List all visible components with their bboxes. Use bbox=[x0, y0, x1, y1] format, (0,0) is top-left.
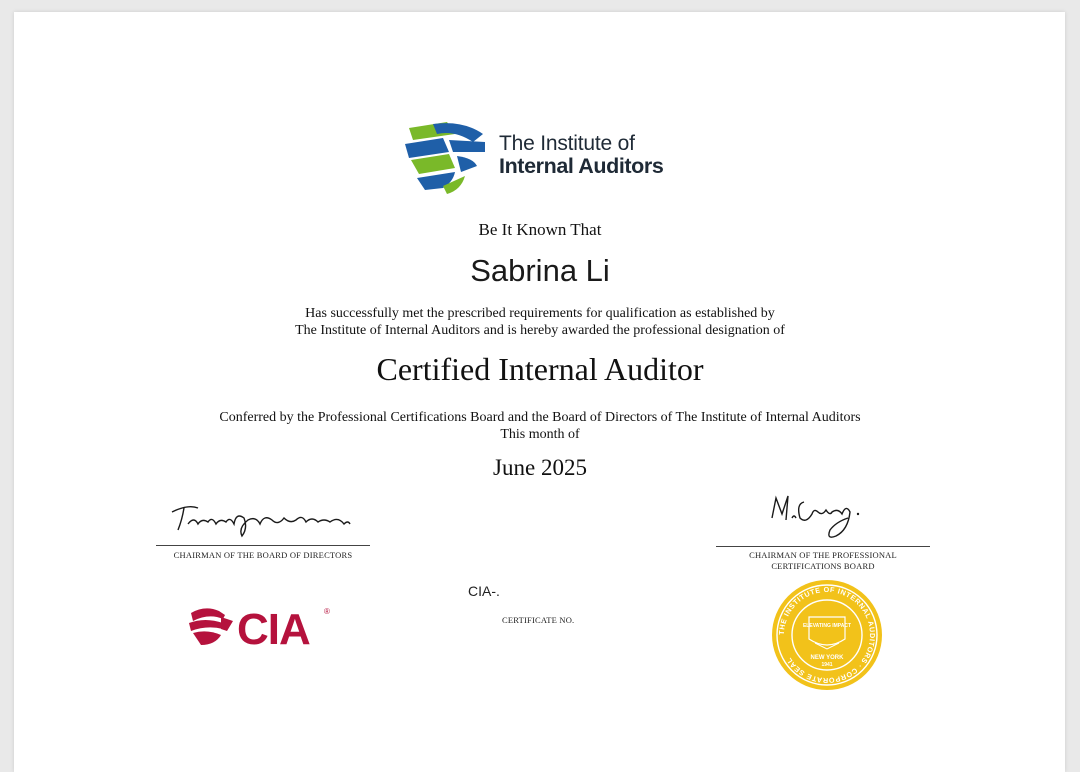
statement-line1: Has successfully met the prescribed requirements for qualification as established by bbox=[305, 306, 775, 321]
certificate-paper bbox=[14, 12, 1065, 772]
recipient-name: Sabrina Li bbox=[470, 253, 610, 288]
left-signature bbox=[168, 498, 353, 540]
left-signature-line bbox=[156, 545, 370, 546]
designation-title: Certified Internal Auditor bbox=[376, 351, 704, 387]
org-name-line2: Internal Auditors bbox=[499, 154, 664, 179]
org-name-line1: The Institute of bbox=[499, 132, 635, 155]
preamble: Be It Known That bbox=[478, 220, 602, 239]
right-signature-title bbox=[710, 550, 936, 572]
right-signature-title-line1: CHAIRMAN OF THE PROFESSIONAL bbox=[749, 550, 897, 560]
seal-year: 1941 bbox=[821, 662, 833, 668]
statement-line2: The Institute of Internal Auditors and is hereby awarded the professional designation of bbox=[295, 323, 785, 338]
seal-center-text: ELEVATING IMPACT bbox=[802, 623, 852, 629]
award-date: June 2025 bbox=[493, 455, 587, 480]
iia-wordmark bbox=[499, 133, 663, 178]
iia-globe-logo bbox=[403, 120, 487, 196]
certificate-number: CIA-. bbox=[468, 583, 500, 599]
cia-logo bbox=[187, 603, 332, 649]
seal-city: NEW YORK bbox=[810, 655, 844, 661]
svg-text:®: ® bbox=[324, 607, 330, 616]
cia-logo-text: CIA bbox=[237, 605, 310, 649]
certificate-number-label: CERTIFICATE NO. bbox=[502, 615, 575, 625]
corporate-seal-icon bbox=[771, 579, 883, 691]
left-signature-title: CHAIRMAN OF THE BOARD OF DIRECTORS bbox=[173, 550, 353, 560]
conferred-line2: This month of bbox=[500, 427, 580, 442]
right-signature bbox=[766, 490, 866, 542]
right-signature-title-line2: CERTIFICATIONS BOARD bbox=[771, 561, 875, 571]
seal-ring-text: THE INSTITUTE OF INTERNAL AUDITORS · CORPORATE SEAL bbox=[776, 584, 878, 686]
conferred-text bbox=[0, 409, 1080, 443]
right-signature-line bbox=[716, 546, 930, 547]
statement bbox=[0, 305, 1080, 339]
conferred-line1: Conferred by the Professional Certifications Board and the Board of Directors of The Institute of Internal Auditors bbox=[219, 410, 861, 425]
